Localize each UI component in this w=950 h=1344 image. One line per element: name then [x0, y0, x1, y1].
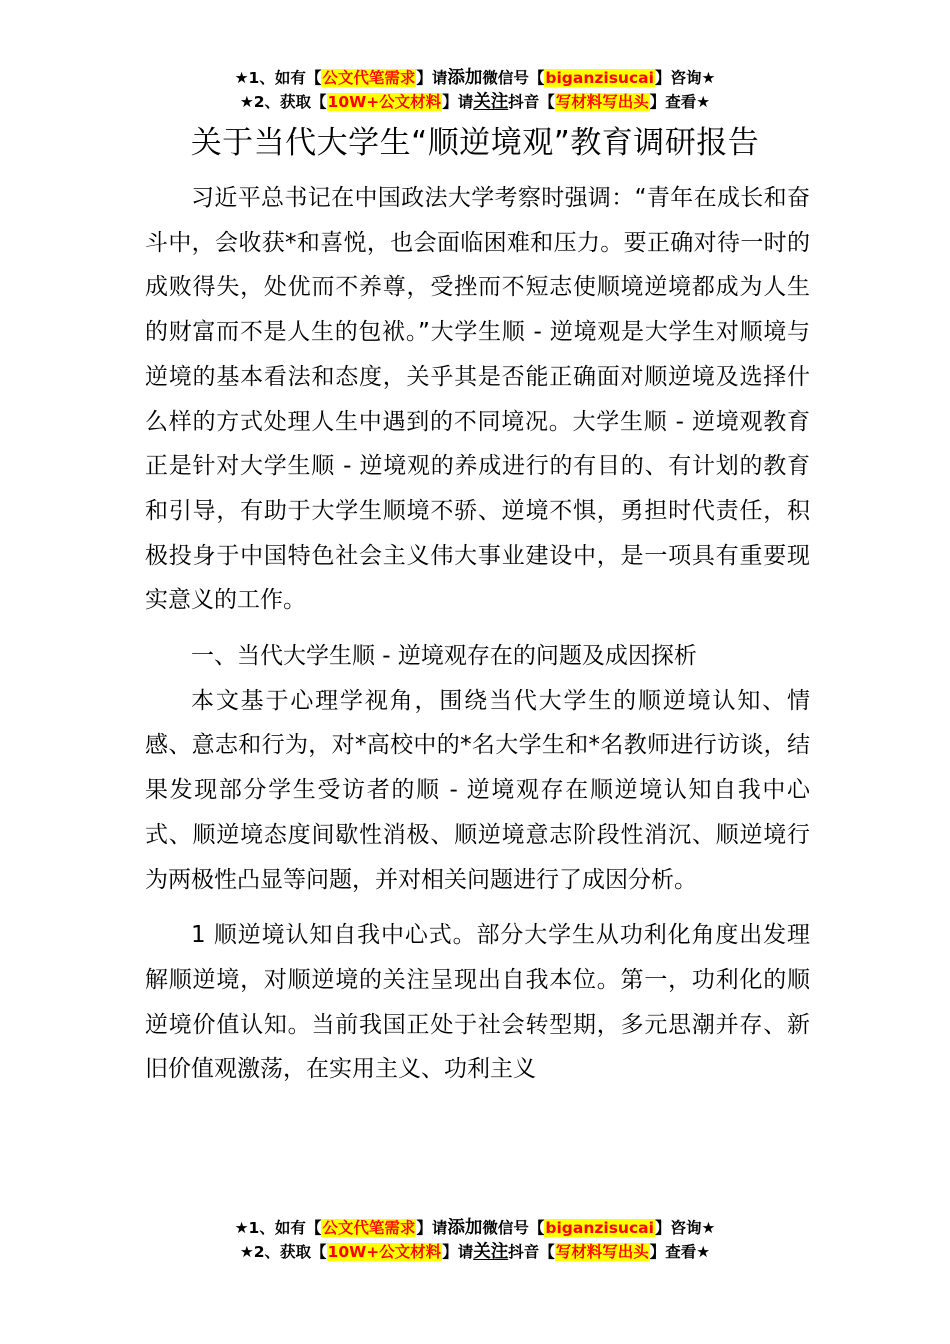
- document-title: 关于当代大学生“顺逆境观”教育调研报告: [190, 125, 760, 161]
- promo-highlight-douyin: 写材料写出头: [555, 1243, 649, 1261]
- promo-highlight-service: 公文代笔需求: [322, 1219, 416, 1237]
- promo-highlight-service: 公文代笔需求: [322, 69, 416, 87]
- promo-line-1: ★1、如有【公文代笔需求】请添加微信号【biganzisucai】咨询★: [234, 68, 716, 88]
- intro-paragraph: 习近平总书记在中国政法大学考察时强调：“青年在成长和奋斗中，会收获*和喜悦，也会面临困难和压力。要正确对待一时的成败得失，处优而不养尊，受挫而不短志使顺境逆境都成为人生的财富而不是人生的包袱。”大学生顺 - 逆境观是大学生对顺境与逆境的基本看法和态度，关乎其是否能正确面对顺逆境及选择什么样的方式处理人生中遇到的不同境况。大学生顺 - 逆境观教育正是针对大学生顺 - 逆境观的养成进行的有目的、有计划的教育和引导，有助于大学生顺境不骄、逆境不惧，勇担时代责任，积极投身于中国特色社会主义伟大事业建设中，是一项具有重要现实意义的工作。: [145, 185, 810, 614]
- promo-highlight-materials: 10W+公文材料: [327, 1243, 442, 1261]
- section-heading-1: 一、当代大学生顺 - 逆境观存在的问题及成因探析: [191, 643, 697, 670]
- section-paragraph: 本文基于心理学视角，围绕当代大学生的顺逆境认知、情感、意志和行为，对*高校中的*名大学生和*名教师进行访谈，结果发现部分学生受访者的顺 - 逆境观存在顺逆境认知自我中心式、顺逆境态度间歇性消极、顺逆境意志阶段性消沉、顺逆境行为两极性凸显等问题，并对相关问题进行了成因分析。: [145, 687, 810, 893]
- section-paragraph: 1 顺逆境认知自我中心式。部分大学生从功利化角度出发理解顺逆境，对顺逆境的关注呈现出自我本位。第一，功利化的顺逆境价值认知。当前我国正处于社会转型期，多元思潮并存、新旧价值观激荡，在实用主义、功利主义: [145, 922, 810, 1083]
- promo-line-2: ★2、获取【10W+公文材料】请关注抖音【写材料写出头】查看★: [239, 92, 711, 112]
- promo-line-1: ★1、如有【公文代笔需求】请添加微信号【biganzisucai】咨询★: [234, 1218, 716, 1238]
- promo-highlight-wechat: biganzisucai: [545, 69, 654, 87]
- promo-banner-bottom: [0, 1216, 950, 1264]
- promo-line-2: ★2、获取【10W+公文材料】请关注抖音【写材料写出头】查看★: [239, 1242, 711, 1262]
- promo-highlight-wechat: biganzisucai: [545, 1219, 654, 1237]
- promo-highlight-douyin: 写材料写出头: [555, 93, 649, 111]
- promo-highlight-materials: 10W+公文材料: [327, 93, 442, 111]
- document-body: [145, 176, 810, 1092]
- promo-banner-top: [0, 66, 950, 114]
